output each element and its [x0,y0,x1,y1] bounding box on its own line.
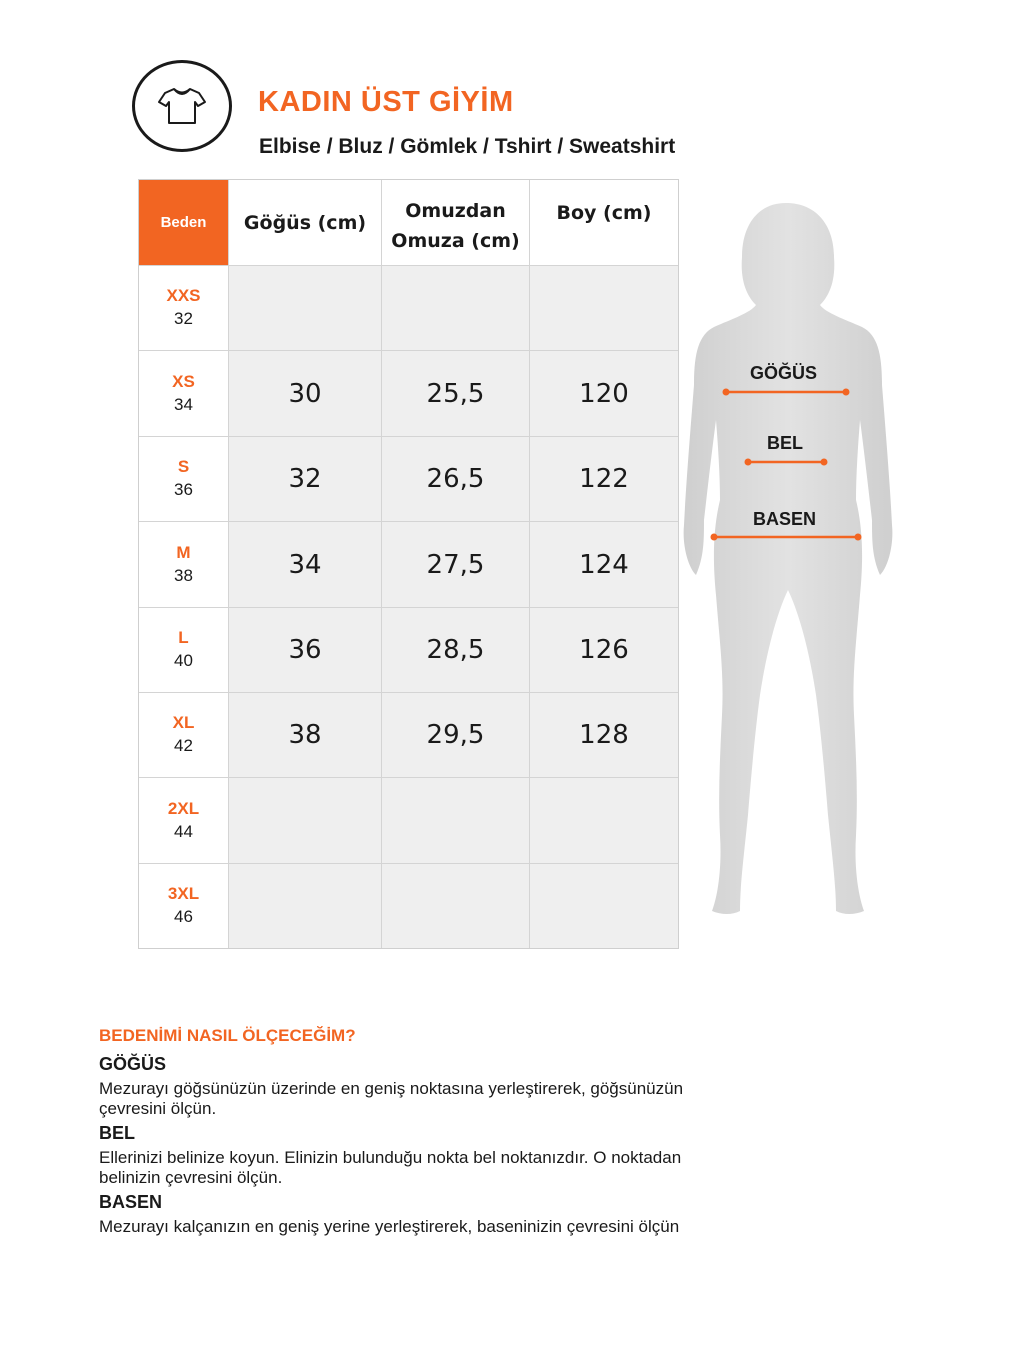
boy-value: 120 [530,351,678,436]
size-cell [139,522,229,607]
gogus-value [229,266,382,350]
header-boy: Boy (cm) [530,180,678,265]
size-code: XXS [166,286,201,305]
size-table [138,179,679,949]
table-header [139,180,678,266]
size-number: 46 [174,907,193,926]
size-number: 34 [174,394,193,414]
size-number: 40 [174,651,193,670]
omuz-value [382,266,530,350]
guide-bel-line2: belinizin çevresini ölçün. [99,1168,283,1187]
table-row [139,351,678,437]
header-beden: Beden [139,180,229,265]
bel-measure-dot-right [821,459,828,466]
guide-gogus-line1: Mezurayı göğsünüzün üzerinde en geniş noktasına yerleştirerek, göğsünüzün [99,1079,684,1098]
size-code: XL [172,713,195,732]
omuz-value: 27,5 [382,522,530,607]
boy-value: 122 [530,437,678,521]
body-silhouette-figure [676,195,896,925]
guide-title: BEDENİMİ NASIL ÖLÇECEĞİM? [99,1026,356,1045]
size-cell [139,693,229,777]
size-number: 42 [174,736,193,755]
gogus-label: GÖĞÜS [750,363,818,383]
gogus-value [229,778,382,863]
size-code: 2XL [167,798,200,818]
size-cell [139,608,229,692]
basen-measure-dot-right [855,534,862,541]
gogus-value: 32 [229,437,382,521]
omuz-value: 25,5 [382,351,530,436]
table-row [139,778,678,864]
size-number: 38 [174,565,193,585]
gogus-value: 36 [229,608,382,692]
bel-measure-dot-left [745,459,752,466]
boy-value [530,778,678,863]
boy-value: 124 [530,522,678,607]
header-omuz-line2: Omuza (cm) [391,229,520,252]
size-code: S [177,457,190,476]
omuz-value: 28,5 [382,608,530,692]
omuz-value: 29,5 [382,693,530,777]
guide-bel-line1: Ellerinizi belinize koyun. Elinizin bulunduğu nokta bel noktanızdır. O noktadan [99,1148,682,1167]
silhouette-shape [684,203,893,914]
bel-label: BEL [767,433,803,453]
page-subtitle: Elbise / Bluz / Gömlek / Tshirt / Sweatshirt [259,135,676,158]
size-cell [139,437,229,521]
gogus-value: 30 [229,351,382,436]
guide-basen-line1: Mezurayı kalçanızın en geniş yerine yerleştirerek, baseninizin çevresini ölçün [99,1217,680,1236]
guide-basen-heading: BASEN [99,1192,163,1212]
basen-measure-dot-left [711,534,718,541]
header-gogus: Göğüs (cm) [229,180,382,265]
omuz-value [382,864,530,948]
size-code: M [176,542,191,562]
gogus-measure-dot-left [723,389,730,396]
basen-label: BASEN [753,509,817,529]
size-number: 44 [174,821,193,841]
table-row [139,522,678,608]
size-number: 36 [174,480,193,499]
gogus-value: 34 [229,522,382,607]
size-cell [139,266,229,350]
page-title: KADIN ÜST GİYİM [258,86,514,118]
tshirt-icon [157,85,207,127]
omuz-value: 26,5 [382,437,530,521]
boy-value: 128 [530,693,678,777]
table-row [139,693,678,778]
size-cell [139,778,229,863]
table-row [139,864,678,948]
guide-bel-heading: BEL [99,1123,135,1143]
size-code: L [178,628,189,647]
table-row [139,608,678,693]
logo-badge [132,60,232,152]
boy-value: 126 [530,608,678,692]
boy-value [530,266,678,350]
header-omuz-line1: Omuzdan [405,199,506,222]
gogus-value [229,864,382,948]
table-row [139,266,678,351]
size-code: 3XL [167,884,200,903]
size-cell [139,864,229,948]
table-row [139,437,678,522]
header-omuz [382,180,530,265]
gogus-value: 38 [229,693,382,777]
guide-gogus-heading: GÖĞÜS [99,1054,167,1074]
gogus-measure-dot-right [843,389,850,396]
size-code: XS [172,371,195,391]
size-cell [139,351,229,436]
omuz-value [382,778,530,863]
guide-gogus-line2: çevresini ölçün. [99,1099,217,1118]
size-number: 32 [174,309,193,328]
boy-value [530,864,678,948]
